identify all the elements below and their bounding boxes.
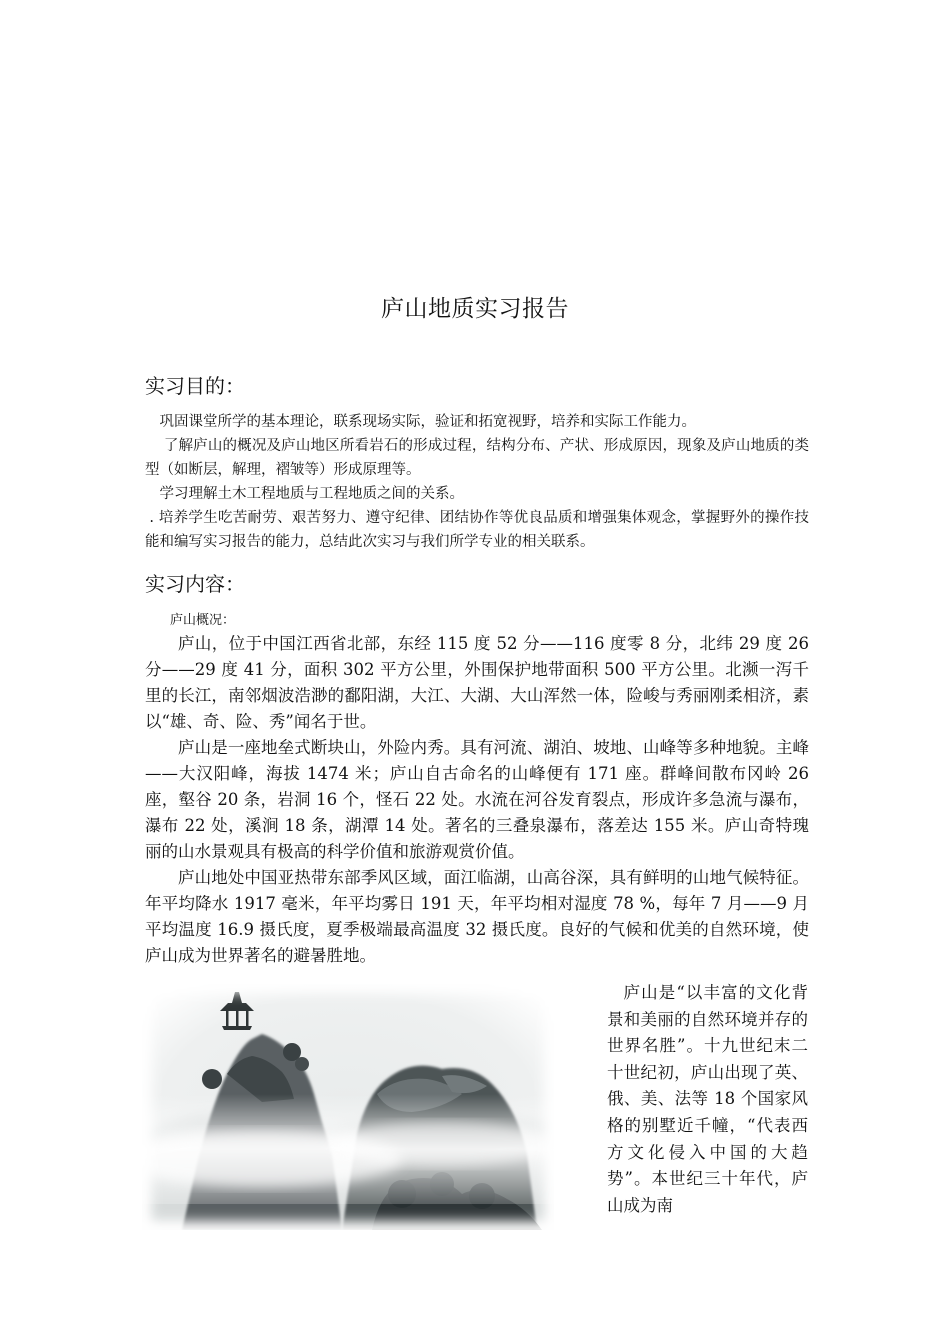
purpose-paragraph: 学习理解土木工程地质与工程地质之间的关系。 <box>159 486 464 502</box>
side-paragraph: 庐山是“以丰富的文化背景和美丽的自然环境并存的世界名胜”。十九世纪末二十世纪初，庐山出现了英、俄、美、法等 18 个国家风格的别墅近千幢，“代表西方文化侵入中国的大趋势”。本世纪三十年代，庐山成为南 <box>607 983 808 1215</box>
purpose-paragraph: 巩固课堂所学的基本理论，联系现场实际，验证和拓宽视野，培养和实际工作能力。 <box>159 414 696 430</box>
overview-label: 庐山概况： <box>170 613 236 628</box>
page-title: 庐山地质实习报告 <box>381 296 569 322</box>
purpose-paragraph: 了解庐山的概况及庐山地区所看岩石的形成过程，结构分布、产状、形成原因，现象及庐山地质的类型（如断层，解理，褶皱等）形成原理等。 <box>145 438 809 478</box>
purpose-paragraph: . 培养学生吃苦耐劳、艰苦努力、遵守纪律、团结协作等优良品质和增强集体观念，掌握野外的操作技能和编写实习报告的能力，总结此次实习与我们所学专业的相关联系。 <box>145 510 809 550</box>
content-paragraphs <box>145 631 809 969</box>
content-paragraph: 庐山地处中国亚热带东部季风区域，面江临湖，山高谷深，具有鲜明的山地气候特征。年平均降水 1917 毫米，年平均雾日 191 天，年平均相对湿度 78 %，每年 7 月——9 月平均温度 16.9 摄氏度，夏季极端最高温度 32 摄氏度。良好的气候和优美的自然环境，使庐山成为世界著名的避暑胜地。 <box>145 868 809 965</box>
section-heading-content: 实习内容： <box>145 572 245 596</box>
mountain-pavilion-icon <box>142 984 554 1230</box>
side-paragraph-text <box>607 980 808 1219</box>
section-heading-purpose: 实习目的： <box>145 374 245 398</box>
purpose-paragraphs <box>145 410 809 554</box>
content-paragraph: 庐山，位于中国江西省北部，东经 115 度 52 分——116 度零 8 分，北纬 29 度 26 分——29 度 41 分，面积 302 平方公里，外围保护地带面积 500 平方公里。北濒一泻千里的长江，南邻烟波浩渺的鄱阳湖，大江、大湖、大山浑然一体，险峻与秀丽刚柔相济，素以“雄、奇、险、秀”闻名于世。 <box>145 634 809 731</box>
content-paragraph: 庐山是一座地垒式断块山，外险内秀。具有河流、湖泊、坡地、山峰等多种地貌。主峰——大汉阳峰，海拔 1474 米；庐山自古命名的山峰便有 171 座。群峰间散布冈岭 26 座，壑谷 20 条，岩洞 16 个，怪石 22 处。水流在河谷发育裂点，形成许多急流与瀑布，瀑布 22 处，溪涧 18 条，湖潭 14 处。著名的三叠泉瀑布，落差达 155 米。庐山奇特瑰丽的山水景观具有极高的科学价值和旅游观赏价值。 <box>145 738 809 861</box>
misty-mountain-photo <box>142 984 554 1230</box>
